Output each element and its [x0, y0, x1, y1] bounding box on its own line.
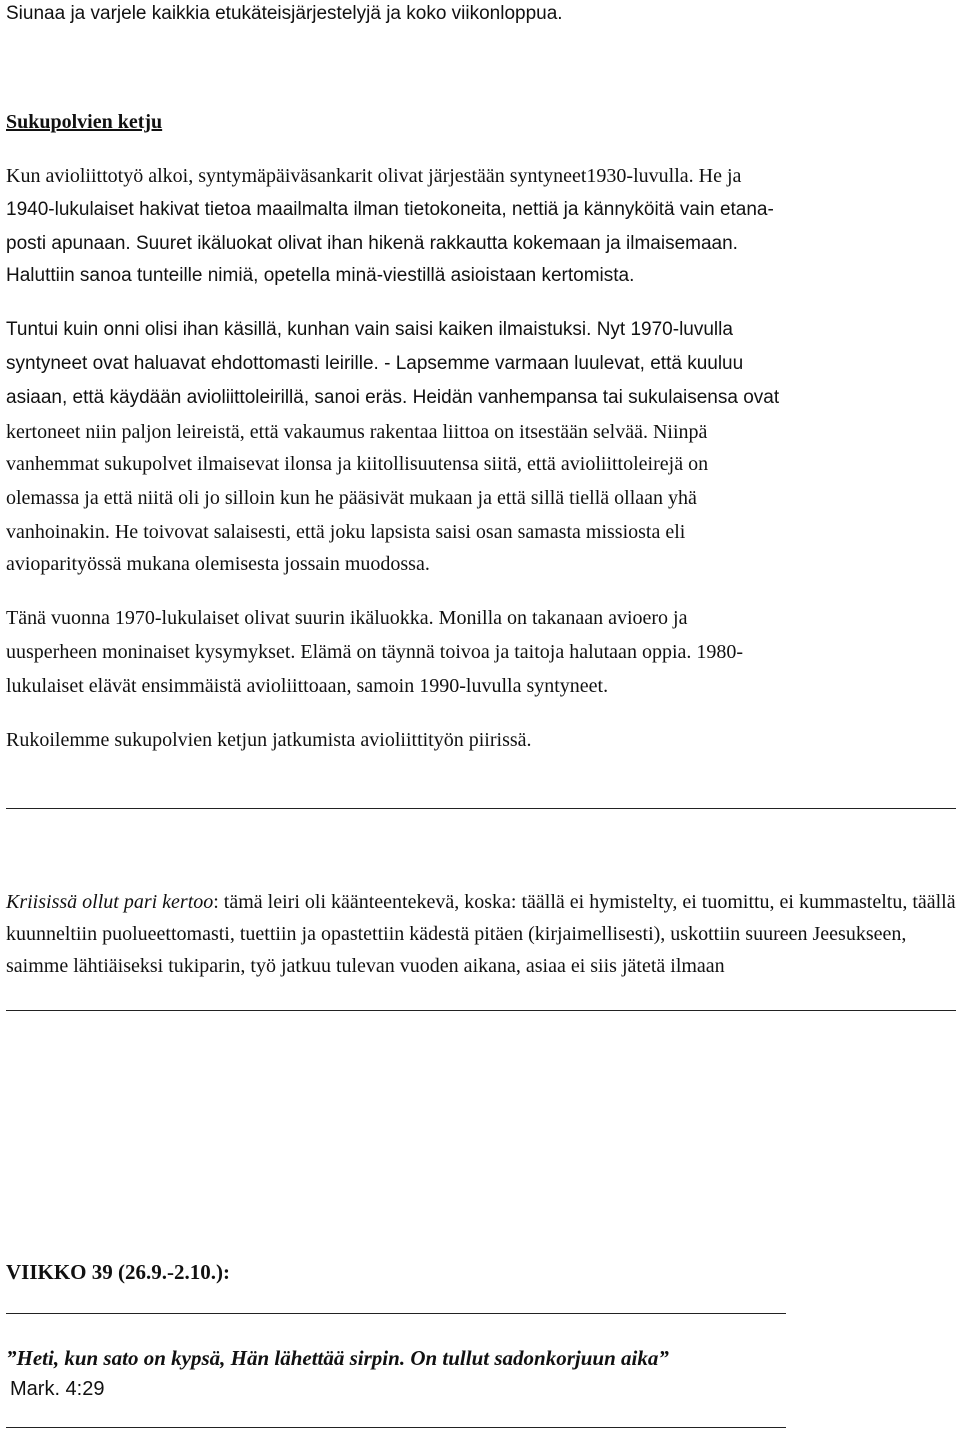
- week-heading: VIIKKO 39 (26.9.-2.10.):: [6, 1260, 230, 1284]
- paragraph-3-line: lukulaiset elävät ensimmäistä avioliittoaan, samoin 1990-luvulla syntyneet.: [6, 675, 609, 697]
- paragraph-1-line: 1940-lukulaiset hakivat tietoa maailmalta ilman tietokoneita, nettiä ja kännyköitä vain etana-: [6, 199, 774, 220]
- paragraph-2-line: avioparityössä mukana olemisesta jossain muodossa.: [6, 553, 430, 575]
- bible-reference: Mark. 4:29: [10, 1378, 105, 1400]
- horizontal-rule: [6, 808, 956, 809]
- testimony-text: : tämä leiri oli käänteentekevä, koska: täällä ei hymistelty, ei tuomittu, ei kummasteltu, täällä kuunneltiin puolueettomasti, tuettiin ja opastettiin kädestä pitäen (kirjaimellisesti), uskottiin suureen Jeesukseen, saimme lähtiäiseksi tukiparin, työ jatkuu tulevan vuoden aikana, asiaa ei siis jätetä ilmaan: [6, 891, 956, 977]
- horizontal-rule: [6, 1313, 786, 1314]
- paragraph-2-line: vanhemmat sukupolvet ilmaisevat ilonsa ja kiitollisuutensa siitä, että avioliittoleirejä on: [6, 453, 709, 475]
- paragraph-3-line: uusperheen moninaiset kysymykset. Elämä on täynnä toivoa ja taitoja halutaan oppia. 1980-: [6, 641, 744, 663]
- paragraph-2-line: vanhoinakin. He toivovat salaisesti, että joku lapsista saisi osan samasta missiosta eli: [6, 521, 686, 543]
- prayer-line: Rukoilemme sukupolvien ketjun jatkumista avioliittityön piirissä.: [6, 729, 532, 751]
- bible-quote: ”Heti, kun sato on kypsä, Hän lähettää sirpin. On tullut sadonkorjuun aika”: [6, 1346, 669, 1370]
- paragraph-2-line: olemassa ja että niitä oli jo silloin kun he pääsivät mukaan ja että sillä tiellä ollaan yhä: [6, 487, 697, 509]
- intro-line: Siunaa ja varjele kaikkia etukäteisjärjestelyjä ja koko viikonloppua.: [6, 3, 563, 24]
- horizontal-rule: [6, 1427, 786, 1428]
- paragraph-2-line: kertoneet niin paljon leireistä, että vakaumus rakentaa liittoa on itsestään selvää. Niinpä: [6, 421, 708, 443]
- testimony-label: Kriisissä ollut pari kertoo: [6, 891, 214, 913]
- paragraph-2-line: asiaan, että käydään avioliittoleirillä, sanoi eräs. Heidän vanhempansa tai sukulaisensa ovat: [6, 387, 780, 408]
- section-heading: Sukupolvien ketju: [6, 111, 163, 133]
- paragraph-1-line: Kun avioliittotyö alkoi, syntymäpäiväsankarit olivat järjestään syntyneet1930-luvulla. He ja: [6, 165, 742, 187]
- paragraph-1-line: Haluttiin sanoa tunteille nimiä, opetella minä-viestillä asioistaan kertomista.: [6, 265, 635, 286]
- paragraph-1-line: posti apunaan. Suuret ikäluokat olivat ihan hikenä rakkautta kokemaan ja ilmaisemaan.: [6, 233, 738, 254]
- horizontal-rule: [6, 1010, 956, 1011]
- paragraph-2-line: syntyneet ovat haluavat ehdottomasti leirille. - Lapsemme varmaan luulevat, että kuuluu: [6, 353, 744, 374]
- paragraph-3-line: Tänä vuonna 1970-lukulaiset olivat suurin ikäluokka. Monilla on takanaan avioero ja: [6, 607, 688, 629]
- testimony: [6, 886, 956, 982]
- paragraph-2-line: Tuntui kuin onni olisi ihan käsillä, kunhan vain saisi kaiken ilmaistuksi. Nyt 1970-luvulla: [6, 319, 733, 340]
